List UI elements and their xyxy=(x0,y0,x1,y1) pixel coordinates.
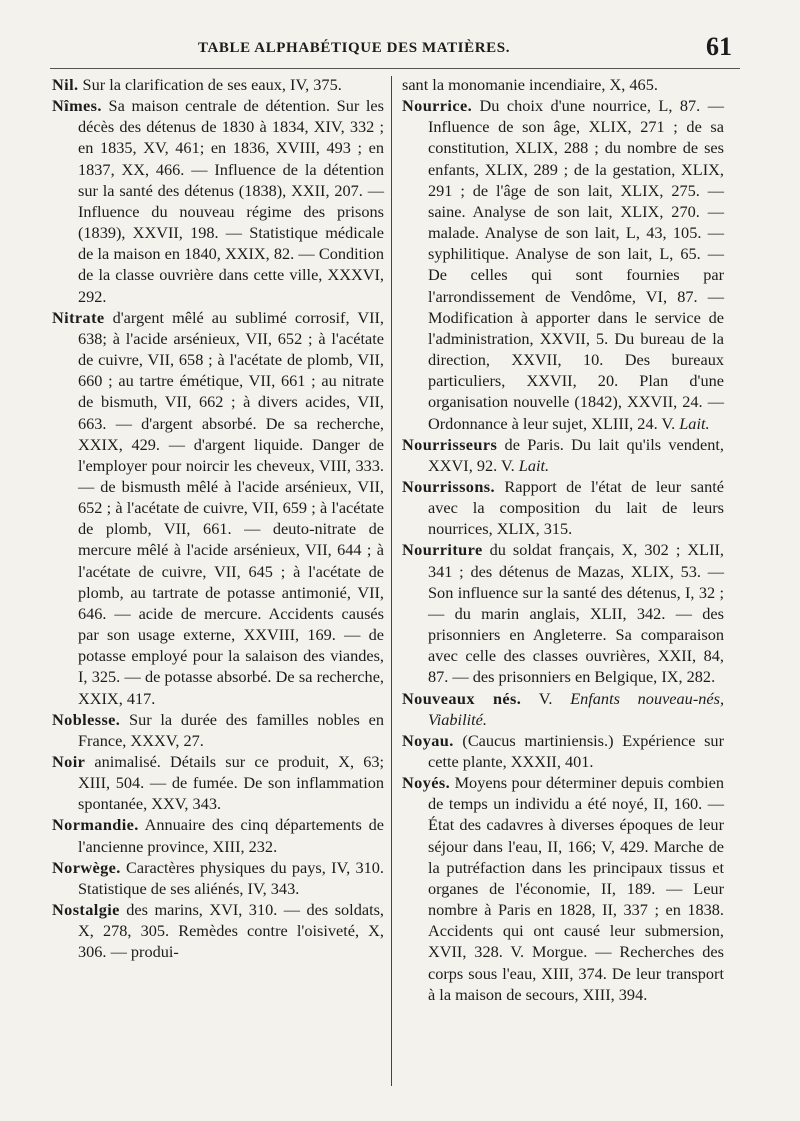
right-column xyxy=(402,74,724,1104)
entry-term: Noyés. xyxy=(402,773,451,793)
see-also-reference: Lait. xyxy=(518,455,550,475)
left-column xyxy=(52,74,384,1104)
index-entry xyxy=(402,688,724,730)
entry-body: Rapport de l'état de leur santé avec la composition du lait de leurs nourrices, XLIX, 315. xyxy=(428,476,724,539)
entry-term: Noyau. xyxy=(402,730,454,750)
see-also-reference: Enfants nouveau-nés, Viabilité. xyxy=(428,688,725,729)
entry-term: Nouveaux nés. xyxy=(402,688,522,708)
entry-term: Norwège. xyxy=(52,857,121,877)
index-entry xyxy=(52,74,384,95)
entry-body: Sur la durée des familles nobles en France, XXXV, 27. xyxy=(78,709,384,750)
entry-body: V. xyxy=(521,688,553,708)
entry-body: Annuaire des cinq départements de l'ancienne province, XIII, 232. xyxy=(78,815,384,856)
entry-term: Nourrice. xyxy=(402,96,473,116)
running-title: TABLE ALPHABÉTIQUE DES MATIÈRES. xyxy=(198,40,511,56)
index-entry xyxy=(402,476,724,539)
entry-body: (Caucus martiniensis.) Expérience sur cette plante, XXXII, 401. xyxy=(428,730,724,771)
index-entry xyxy=(402,74,724,95)
page-header xyxy=(50,28,740,69)
entry-term: Nil. xyxy=(52,75,79,94)
entry-body: de Paris. Du lait qu'ils vendent, XXVI, 92. V. xyxy=(428,434,724,475)
see-also-reference: Lait. xyxy=(679,413,710,433)
entry-body: du soldat français, X, 302 ; XLII, 341 ; des détenus de Mazas, XLIX, 53. — Son influence sur la santé des détenus, I, 32 ; — du marin anglais, XLII, 342. — des prisonniers en Angleterre. Sa comparaison avec celle des classes ouvrières, XXII, 84, 87. — des prisonniers en Belgique, IX, 282. xyxy=(428,540,724,687)
entry-term: Noir xyxy=(52,752,86,771)
entry-term: Nourriture xyxy=(402,540,483,560)
index-entry xyxy=(52,709,384,751)
entry-body: Du choix d'une nourrice, L, 87. — Influence de son âge, XLIX, 271 ; de sa constitution, XLIX, 288 ; du nombre de ses enfants, XLIX, 289 ; de la gestation, XLIX, 291 ; de l'âge de son lait, XLIX, 275. — saine. Analyse de son lait, XLIX, 270. — malade. Analyse de son lait, L, 43, 105. — syphilitique. Analyse de son lait, L, 65. — De celles qui sont fournies par l'arrondissement de Vendôme, VI, 87. — Modification à apporter dans le service de l'administration, XXVII, 5. Du bureau de la direction, XXVII, 10. Des bureaux particuliers, XXVII, 20. Plan d'une organisation nouvelle (1842), XXVII, 24. — Ordonnance à leur sujet, XLIII, 24. V. xyxy=(428,96,724,433)
index-entry xyxy=(402,730,724,772)
entry-term: Nitrate xyxy=(52,307,105,327)
page-number: 61 xyxy=(706,32,732,61)
entry-body: Caractères physiques du pays, IV, 310. Statistique de ses aliénés, IV, 343. xyxy=(78,857,384,898)
index-entry xyxy=(52,95,384,307)
entry-body: Moyens pour déterminer depuis combien de temps un individu a été noyé, II, 160. — État des cadavres à diverses époques de leur séjour dans l'eau, II, 166; V, 429. Marche de la putréfaction dans les principaux tissus et organes de l'économie, II, 189. — Leur nombre à Paris en 1828, II, 337 ; en 1838. Accidents qui ont causé leur submersion, XVII, 328. V. Morgue. — Recherches des corps sous l'eau, XIII, 374. De leur transport à la maison de secours, XIII, 394. xyxy=(428,773,724,1004)
entry-body: Sur la clarification de ses eaux, IV, 375. xyxy=(78,75,342,94)
entry-term: Nostalgie xyxy=(52,900,120,920)
index-entry xyxy=(52,814,384,856)
entry-body: animalisé. Détails sur ce produit, X, 63; XIII, 504. — de fumée. De son inflammation spontanée, XXV, 343. xyxy=(78,752,384,814)
entry-term: Noblesse. xyxy=(52,709,121,729)
entry-term: Nîmes. xyxy=(52,96,102,116)
index-entry xyxy=(402,434,724,476)
entry-term: Nourrisseurs xyxy=(402,434,498,454)
index-entry xyxy=(52,857,384,899)
index-entry xyxy=(52,899,384,962)
entry-body: Sa maison centrale de détention. Sur les décès des détenus de 1830 à 1834, XIV, 332 ; en 1835, XV, 461; en 1836, XVIII, 493 ; en 1837, XX, 466. — Influence de la détention sur la santé des détenus (1838), XXII, 207. — Influence du nouveau régime des prisons (1839), XXVII, 198. — Statistique médicale de la maison en 1840, XXIX, 82. — Condition de la classe ouvrière dans cette ville, XXXVI, 292. xyxy=(78,96,384,306)
column-divider xyxy=(391,76,392,1086)
index-entry xyxy=(402,772,724,1005)
entry-term: Nourrissons. xyxy=(402,476,496,496)
index-entry xyxy=(402,539,724,687)
entry-body: d'argent mêlé au sublimé corrosif, VII, 638; à l'acide arsénieux, VII, 652 ; à l'acétate de cuivre, VII, 658 ; à l'acétate de plomb, VII, 660 ; au tartre émétique, VII, 661 ; au nitrate de bismuth, VII, 662 ; à divers acides, VII, 663. — d'argent absorbé. De sa recherche, XXIX, 429. — d'argent liquide. Danger de l'employer pour noircir les cheveux, VIII, 333. — de bismusth mêlé à l'acide arsénieux, VII, 652 ; à l'acétate de cuivre, VII, 659 ; à l'acétate de plomb, VII, 661. — deuto-nitrate de mercure mêlé à l'acide arsénieux, VII, 644 ; à l'acétate de cuivre, VII, 645 ; à l'acétate de plomb, au tartrate de potasse antimonié, VII, 646. — acide de mercure. Accidents causés par son usage externe, XXVIII, 169. — de potasse employé pour la salaison des viandes, I, 325. — de potasse absorbé. De sa recherche, XXIX, 417. xyxy=(78,307,384,708)
index-entry xyxy=(402,95,724,434)
entry-term: Normandie. xyxy=(52,815,139,835)
entry-body: sant la monomanie incendiaire, X, 465. xyxy=(402,75,658,94)
index-entry xyxy=(52,307,384,709)
entry-body: des marins, XVI, 310. — des soldats, X, 278, 305. Remèdes contre l'oisiveté, X, 306. — produi- xyxy=(78,900,384,962)
index-entry xyxy=(52,751,384,814)
